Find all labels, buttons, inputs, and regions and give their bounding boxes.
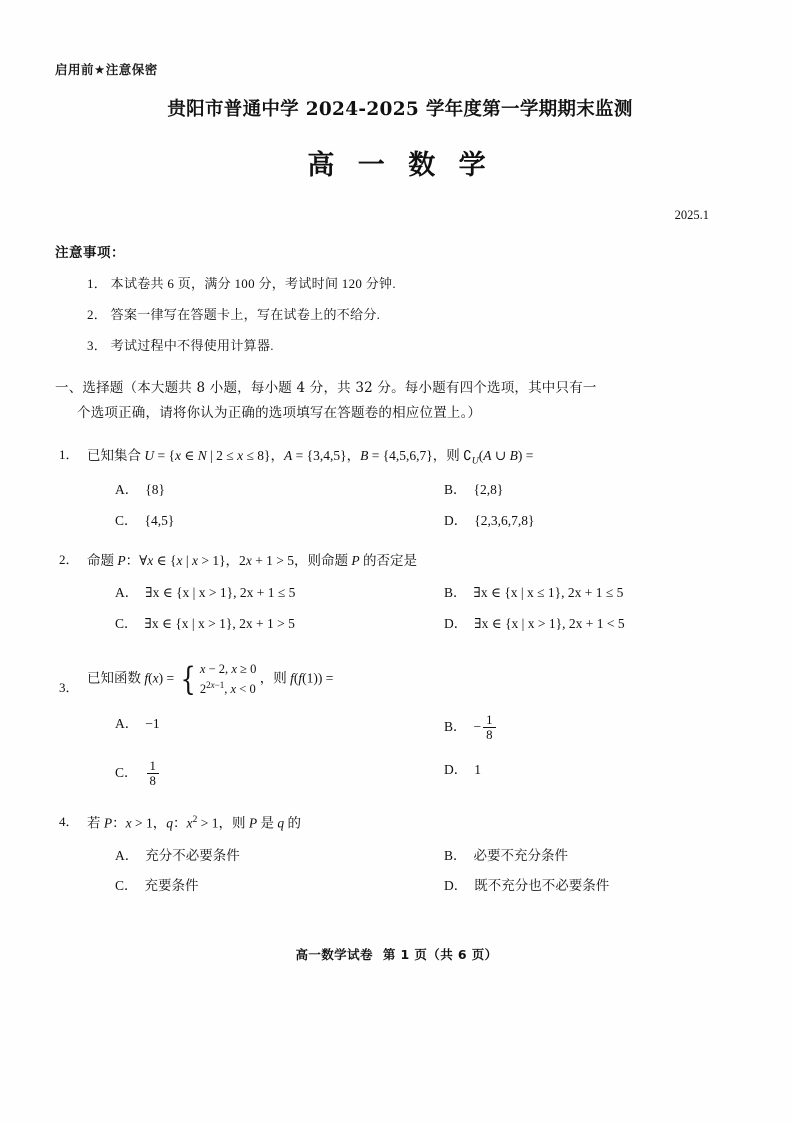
question-4	[55, 812, 745, 896]
secret-notice: 启用前★注意保密	[55, 62, 158, 77]
notice-item: 2． 答案一律写在答题卡上，写在试卷上的不给分.	[87, 307, 381, 322]
option-d[interactable]: D． ∃x ∈ {x | x > 1}, 2x + 1 < 5	[444, 615, 625, 631]
question-stem: 命题 P：∀x ∈ {x | x > 1}，2x + 1 > 5，则命题 P 的否定是	[87, 553, 418, 569]
question-3	[55, 660, 745, 788]
question-stem: 已知集合 U = {x ∈ N | 2 ≤ x ≤ 8}，A = {3,4,5}，B = {4,5,6,7}，则 $∁_U(A$ ∪ B) =	[87, 447, 534, 467]
option-b[interactable]: B． 必要不充分条件	[444, 847, 569, 863]
footer-page-label: 第 1 页（共 6 页）	[382, 947, 498, 962]
notice-heading: 注意事项：	[55, 245, 125, 261]
options-4	[55, 845, 745, 897]
question-number: 2．	[59, 552, 79, 568]
options-1	[55, 479, 745, 531]
option-a[interactable]: A． 充分不必要条件	[115, 847, 240, 863]
option-d[interactable]: D． {2,3,6,7,8}	[444, 512, 535, 528]
page-title: 贵阳市普通中学 2024-2025 学年度第一学期期末监测	[167, 99, 633, 120]
option-b[interactable]: B． − $\frac{1}{8}$	[416, 713, 745, 743]
option-b[interactable]: B． {2,8}	[444, 482, 504, 498]
footer-doc-name: 高一数学试卷	[295, 947, 373, 962]
option-b[interactable]: B． ∃x ∈ {x | x ≤ 1}, 2x + 1 ≤ 5	[444, 584, 624, 600]
question-number: 1．	[59, 446, 79, 462]
question-stem: 已知函数 f(x) = { x − 2, x ≥ 0 $2^{2x-1}$, x < 0 ，则 f(f(1)) =	[87, 659, 334, 698]
option-d[interactable]: D． 1	[444, 761, 481, 777]
question-stem: 若 P：x > 1，q：$x^2 > 1$，则 P 是 q 的	[87, 814, 301, 831]
question-1	[55, 445, 745, 531]
exam-sheet	[55, 60, 745, 897]
section-title: 选择题（本大题共 8 小题，每小题 4 分，共 32 分。每小题有四个选项，其中只有一	[82, 380, 597, 396]
option-c[interactable]: C． 充要条件	[115, 878, 199, 894]
option-d[interactable]: D． 既不充分也不必要条件	[444, 878, 610, 894]
page-footer	[0, 945, 793, 963]
question-2	[55, 550, 745, 634]
question-number: 4．	[59, 814, 79, 830]
piecewise-function: { x − 2, x ≥ 0 $2^{2x-1}$, x < 0	[180, 659, 257, 698]
question-number: 3．	[59, 680, 79, 696]
section-heading	[55, 376, 745, 426]
option-a[interactable]: A． {8}	[115, 482, 165, 498]
option-c[interactable]: C． $\frac{1}{8}$	[87, 759, 416, 789]
options-2	[55, 582, 745, 634]
options-3	[55, 713, 745, 788]
option-a[interactable]: A． ∃x ∈ {x | x > 1}, 2x + 1 ≤ 5	[115, 584, 296, 600]
notice-item: 3． 考试过程中不得使用计算器.	[87, 338, 274, 353]
exam-date: 2025.1	[674, 208, 709, 222]
subject-title: 高 一 数 学	[307, 150, 493, 181]
section-label: 一、	[55, 380, 83, 396]
option-a[interactable]: A． −1	[115, 716, 160, 732]
option-c[interactable]: C． ∃x ∈ {x | x > 1}, 2x + 1 > 5	[115, 615, 295, 631]
option-c[interactable]: C． {4,5}	[115, 512, 175, 528]
notice-item: 1． 本试卷共 6 页，满分 100 分，考试时间 120 分钟.	[87, 276, 396, 291]
section-title-line2: 个选项正确，请将你认为正确的选项填写在答题卷的相应位置上。）	[77, 404, 482, 421]
